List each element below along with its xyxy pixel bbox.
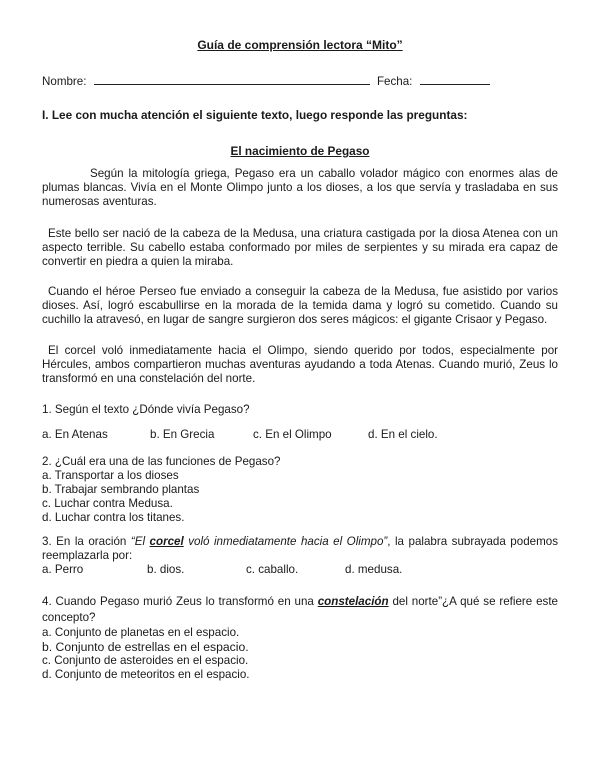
q3-option-a[interactable]: a. Perro bbox=[42, 563, 84, 576]
q1-option-b[interactable]: b. En Grecia bbox=[150, 428, 215, 441]
date-label: Fecha: bbox=[376, 75, 413, 88]
question-2-text: 2. ¿Cuál era una de las funciones de Pegaso? bbox=[42, 455, 281, 468]
question-3-options bbox=[42, 563, 558, 577]
q4-underlined-word: constelación bbox=[317, 595, 389, 608]
q4-option-c[interactable]: c. Conjunto de asteroides en el espacio. bbox=[42, 654, 249, 667]
story-paragraph-2: Este bello ser nació de la cabeza de la Medusa, una criatura castigada por la diosa Atenea con un aspecto terrible. Su cabello estaba conformado por miles de serpientes y su mirada era capaz de convertir en piedra a quien la miraba. bbox=[42, 227, 558, 268]
story-paragraph-1: Según la mitología griega, Pegaso era un caballo volador mágico con enormes alas de plumas blancas. Vivía en el Monte Olimpo junto a los dioses, a los que servía y trasladaba en sus numerosas aventuras. bbox=[42, 167, 558, 208]
q3-option-b[interactable]: b. dios. bbox=[147, 563, 185, 576]
q2-option-a[interactable]: a. Transportar a los dioses bbox=[42, 469, 179, 482]
story-paragraph-3: Cuando el héroe Perseo fue enviado a conseguir la cabeza de la Medusa, fue asistido por varios dioses. Así, logró escabullirse en la morada de la temida dama y logró su cometido. Cuando su cuchillo la atravesó, en lugar de sangre surgieron dos seres mágicos: el gigante Crisaor y Pegaso. bbox=[42, 285, 558, 326]
question-2-block bbox=[42, 455, 558, 525]
story-title: El nacimiento de Pegaso bbox=[230, 144, 370, 158]
date-blank-line[interactable] bbox=[420, 72, 490, 85]
question-1-options bbox=[42, 428, 558, 442]
q3-option-c[interactable]: c. caballo. bbox=[246, 563, 299, 576]
name-label: Nombre: bbox=[42, 75, 87, 88]
q4-option-b[interactable]: b. Conjunto de estrellas en el espacio. bbox=[42, 640, 249, 654]
q2-option-c[interactable]: c. Luchar contra Medusa. bbox=[42, 497, 173, 510]
q2-option-b[interactable]: b. Trabajar sembrando plantas bbox=[42, 483, 200, 496]
name-blank-line[interactable] bbox=[94, 72, 370, 85]
q4-prefix: 4. Cuando Pegaso murió Zeus lo transformó en una bbox=[42, 595, 318, 608]
question-4-options bbox=[42, 626, 558, 682]
q3-suffix: , la palabra subrayada podemos reemplazarla por: bbox=[42, 535, 558, 562]
name-date-row bbox=[42, 72, 490, 89]
q4-option-d[interactable]: d. Conjunto de meteoritos en el espacio. bbox=[42, 668, 250, 681]
question-3-text bbox=[42, 535, 558, 563]
q1-option-d[interactable]: d. En el cielo. bbox=[368, 428, 438, 441]
q3-option-d[interactable]: d. medusa. bbox=[345, 563, 403, 576]
q1-option-c[interactable]: c. En el Olimpo bbox=[253, 428, 332, 441]
worksheet-title: Guía de comprensión lectora “Mito” bbox=[197, 38, 403, 52]
q3-underlined-word: corcel bbox=[149, 535, 184, 548]
q3-quote-close: voló inmediatamente hacia el Olimpo” bbox=[183, 535, 388, 548]
question-4-text bbox=[42, 594, 558, 626]
q4-option-a[interactable]: a. Conjunto de planetas en el espacio. bbox=[42, 626, 240, 639]
instructions-heading: I. Lee con mucha atención el siguiente texto, luego responde las preguntas: bbox=[42, 108, 468, 122]
q4-suffix: del norte”¿A qué se refiere este concepto? bbox=[42, 595, 559, 624]
question-1-text: 1. Según el texto ¿Dónde vivía Pegaso? bbox=[42, 403, 250, 416]
q3-quote-open: “El bbox=[130, 535, 150, 548]
q1-option-a[interactable]: a. En Atenas bbox=[42, 428, 108, 441]
q3-prefix: 3. En la oración bbox=[42, 535, 131, 548]
q2-option-d[interactable]: d. Luchar contra los titanes. bbox=[42, 511, 185, 524]
story-paragraph-4: El corcel voló inmediatamente hacia el Olimpo, siendo querido por todos, especialmente por Hércules, ambos compartieron muchas aventuras ayudando a toda Atenas. Cuando murió, Zeus lo transformó en una constelación del norte. bbox=[42, 344, 558, 385]
